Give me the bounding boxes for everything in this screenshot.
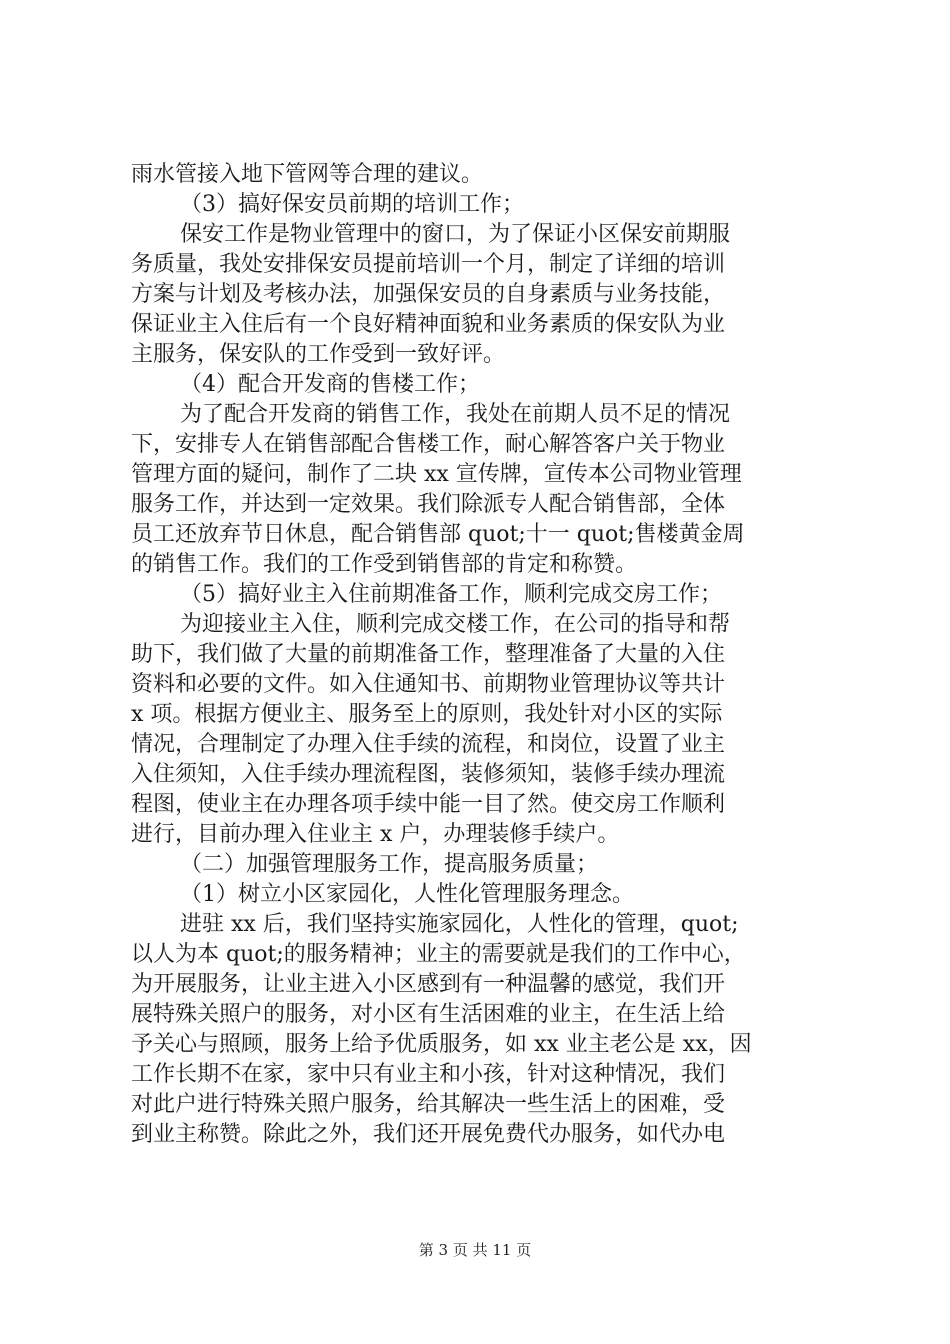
text-line: 资料和必要的文件。如入住通知书、前期物业管理协议等共计 (131, 672, 726, 697)
text-line: 管理方面的疑问，制作了二块 xx 宣传牌，宣传本公司物业管理 (131, 462, 742, 487)
section-heading: （3）搞好保安员前期的培训工作； (180, 192, 524, 217)
text-line: 下，安排专人在销售部配合售楼工作，耐心解答客户关于物业 (131, 432, 726, 457)
text-line: x 项。根据方便业主、服务至上的原则，我处针对小区的实际 (131, 702, 723, 727)
text-line: 工作长期不在家，家中只有业主和小孩，针对这种情况，我们 (131, 1062, 726, 1087)
text-line: 的销售工作。我们的工作受到销售部的肯定和称赞。 (131, 552, 638, 577)
text-line: 以人为本 quot;的服务精神；业主的需要就是我们的工作中心， (131, 942, 746, 967)
text-line: 务质量，我处安排保安员提前培训一个月，制定了详细的培训 (131, 252, 726, 277)
text-line: 雨水管接入地下管网等合理的建议。 (131, 162, 484, 187)
text-line: 进驻 xx 后，我们坚持实施家园化，人性化的管理，quot; (180, 912, 739, 937)
text-line: 进行，目前办理入住业主 x 户，办理装修手续户。 (131, 822, 620, 847)
text-line: 到业主称赞。除此之外，我们还开展免费代办服务，如代办电 (131, 1122, 726, 1147)
text-line: 入住须知，入住手续办理流程图，装修须知，装修手续办理流 (131, 762, 726, 787)
text-line: 为迎接业主入住，顺利完成交楼工作，在公司的指导和帮 (180, 612, 731, 637)
text-line: 为了配合开发商的销售工作，我处在前期人员不足的情况 (180, 402, 731, 427)
text-line: 情况，合理制定了办理入住手续的流程，和岗位，设置了业主 (131, 732, 726, 757)
text-line: 程图，使业主在办理各项手续中能一目了然。使交房工作顺利 (131, 792, 726, 817)
text-line: 助下，我们做了大量的前期准备工作，整理准备了大量的入住 (131, 642, 726, 667)
text-line: 服务工作，并达到一定效果。我们除派专人配合销售部，全体 (131, 492, 726, 517)
section-heading: （二）加强管理服务工作，提高服务质量； (180, 852, 599, 877)
text-line: 主服务，保安队的工作受到一致好评。 (131, 342, 506, 367)
text-line: 员工还放弃节日休息，配合销售部 quot;十一 quot;售楼黄金周 (131, 522, 745, 547)
page-number-footer: 第 3 页 共 11 页 (418, 1241, 532, 1259)
text-line: 展特殊关照户的服务，对小区有生活困难的业主，在生活上给 (131, 1002, 726, 1027)
text-line: 为开展服务，让业主进入小区感到有一种温馨的感觉，我们开 (131, 972, 726, 997)
text-line: 保证业主入住后有一个良好精神面貌和业务素质的保安队为业 (131, 312, 726, 337)
text-line: 对此户进行特殊关照户服务，给其解决一些生活上的困难，受 (131, 1092, 726, 1117)
section-heading: （5）搞好业主入住前期准备工作，顺利完成交房工作； (180, 582, 722, 607)
text-line: 方案与计划及考核办法，加强保安员的自身素质与业务技能， (131, 282, 726, 307)
section-heading: （4）配合开发商的售楼工作； (180, 372, 480, 397)
section-heading: （1）树立小区家园化，人性化管理服务理念。 (180, 882, 634, 907)
text-line: 保安工作是物业管理中的窗口，为了保证小区保安前期服 (180, 222, 731, 247)
text-line: 予关心与照顾，服务上给予优质服务，如 xx 业主老公是 xx，因 (131, 1032, 752, 1057)
